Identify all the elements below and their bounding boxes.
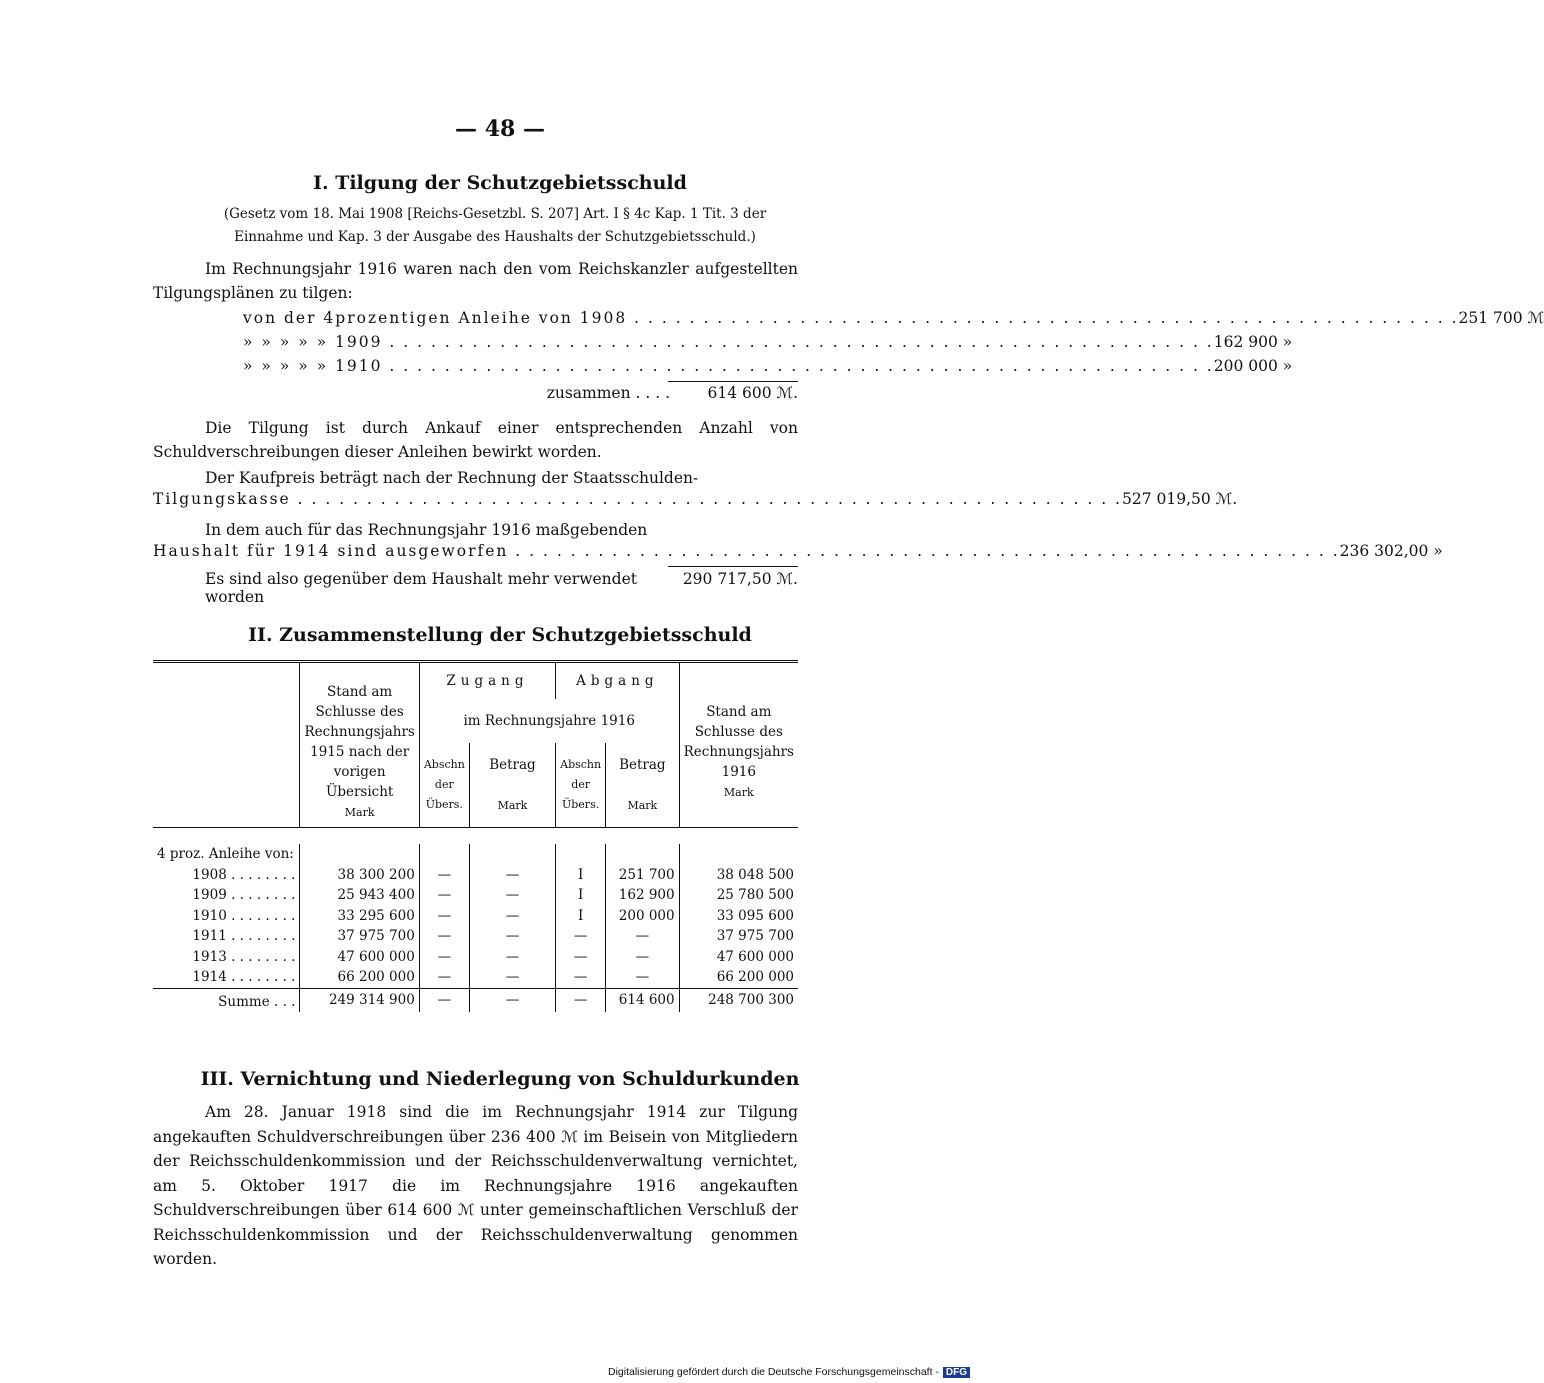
difference-rule (668, 566, 798, 567)
loan-label: » » » » » 1910 . . . . . . . . . . . . . . . . . . . . . . . . . . . . . . . . . . . . . . . . . . . . . . . . . . . . . . . . . . . . (243, 357, 1214, 375)
header-im-jahr: im Rechnungsjahre 1916 (419, 699, 679, 743)
row-label-header (153, 662, 300, 828)
zugang-betrag-cell: — (469, 926, 555, 947)
section-3-title: III. Vernichtung und Niederlegung von Schuldurkunden (200, 1068, 800, 1090)
year-cell: 1911 . . . . . . . . (192, 928, 296, 944)
stand-1916-cell: 47 600 000 (679, 947, 798, 968)
loans-total-amount: 614 600 ℳ. (707, 384, 798, 402)
table-row (153, 865, 798, 886)
loan-row-1908 (243, 309, 1544, 327)
year-cell: 1908 . . . . . . . . (192, 866, 296, 883)
year-cell: 1914 . . . . . . . . (192, 969, 296, 985)
table-row (153, 967, 798, 988)
stand-1915-cell: 37 975 700 (300, 926, 419, 947)
haushalt-intro: In dem auch für das Rechnungsjahr 1916 maßgebenden (205, 521, 648, 539)
year-cell: 1909 . . . . . . . . (192, 887, 296, 903)
zugang-betrag-cell: — (469, 967, 555, 988)
zugang-abschn-cell: — (419, 906, 469, 927)
dfg-logo: DFG (943, 1367, 970, 1378)
table-row (153, 906, 798, 927)
loan-amount: 251 700 ℳ (1458, 309, 1544, 327)
section-1-title: I. Tilgung der Schutzgebietsschuld (313, 172, 687, 194)
stand-1915-cell: 47 600 000 (300, 947, 419, 968)
abgang-abschn-cell: I (556, 865, 606, 886)
zugang-betrag-cell: — (469, 865, 555, 886)
header-ab-abschn: Abschn der Übers. (556, 743, 606, 828)
year-cell: 1910 . . . . . . . . (192, 907, 296, 924)
abgang-abschn-cell: I (556, 885, 606, 906)
stand-1916-cell: 37 975 700 (679, 926, 798, 947)
sum-zugang-abschn: — (419, 988, 469, 1012)
loans-total-label: zusammen . . . . (546, 384, 670, 402)
mehr-amount: 290 717,50 ℳ. (682, 570, 798, 588)
sum-label: Summe . . . (218, 993, 296, 1010)
stand-1916-cell: 66 200 000 (679, 967, 798, 988)
tilgung-paragraph: Die Tilgung ist durch Ankauf einer entsprechenden Anzahl von Schuldverschreibungen dieser Anleihen bewirkt worden. (153, 419, 798, 461)
stand-1916-cell: 25 780 500 (679, 885, 798, 906)
header-stand-1916: Stand am Schlusse des Rechnungsjahrs 1916 Mark (679, 662, 798, 828)
loan-label: » » » » » 1909 . . . . . . . . . . . . . . . . . . . . . . . . . . . . . . . . . . . . . . . . . . . . . . . . . . . . . . . . . . . . (243, 333, 1214, 351)
abgang-betrag-cell: 200 000 (606, 906, 680, 927)
table-row (153, 947, 798, 968)
year-cell: 1913 . . . . . . . . (192, 948, 296, 965)
section-1-law-note: (Gesetz vom 18. Mai 1908 [Reichs-Gesetzbl. S. 207] Art. I § 4c Kap. 1 Tit. 3 der Einnahme und Kap. 3 der Ausgabe des Haushalts der Schutzgebietsschuld.) (223, 206, 767, 245)
sum-rule (668, 381, 798, 382)
table-row (153, 926, 798, 947)
kaufpreis-amount: 527 019,50 ℳ. (1121, 490, 1238, 508)
loan-amount: 162 900 » (1213, 333, 1293, 351)
dfg-footer (608, 1366, 970, 1378)
stand-1915-cell: 38 300 200 (300, 865, 419, 886)
zugang-abschn-cell: — (419, 926, 469, 947)
zugang-abschn-cell: — (419, 967, 469, 988)
header-zu-betrag: Betrag Mark (469, 743, 555, 828)
stand-1916-cell: 33 095 600 (679, 906, 798, 927)
group-label: 4 proz. Anleihe von: (157, 846, 294, 862)
sum-stand-1916: 248 700 300 (679, 988, 798, 1012)
section-1-intro: Im Rechnungsjahr 1916 waren nach den vom Reichskanzler aufgestellten Tilgungsplänen zu tilgen: (153, 260, 798, 302)
header-abgang: Abgang (556, 662, 679, 700)
abgang-abschn-cell: — (556, 967, 606, 988)
abgang-betrag-cell: — (606, 926, 680, 947)
zugang-abschn-cell: — (419, 885, 469, 906)
abgang-betrag-cell: 162 900 (606, 885, 680, 906)
footer-text: Digitalisierung gefördert durch die Deutsche Forschungsgemeinschaft - (608, 1366, 939, 1378)
loan-amount: 200 000 » (1213, 357, 1293, 375)
kaufpreis-label: Tilgungskasse . . . . . . . . . . . . . . . . . . . . . . . . . . . . . . . . . . . . . . . . . . . . . . . . . . . . . . . . . . . . (153, 490, 1122, 508)
kaufpreis-row (153, 490, 1238, 508)
abgang-abschn-cell: — (556, 926, 606, 947)
stand-1915-cell: 25 943 400 (300, 885, 419, 906)
abgang-betrag-cell: — (606, 947, 680, 968)
loan-row-1910 (243, 357, 1293, 375)
zugang-abschn-cell: — (419, 865, 469, 886)
zugang-betrag-cell: — (469, 885, 555, 906)
table-row (153, 885, 798, 906)
page-number: — 48 — (455, 116, 545, 142)
mehr-label: Es sind also gegenüber dem Haushalt mehr verwendet worden (205, 570, 637, 606)
mehr-row (205, 570, 798, 606)
group-label-row (153, 844, 798, 865)
sum-stand-1915: 249 314 900 (300, 988, 419, 1012)
haushalt-label: Haushalt für 1914 sind ausgeworfen . . . . . . . . . . . . . . . . . . . . . . . . . . . . . . . . . . . . . . . . . . . . . . . . . . . . . . . . . . . . (153, 542, 1340, 560)
zugang-betrag-cell: — (469, 947, 555, 968)
header-ab-betrag: Betrag Mark (606, 743, 680, 828)
sum-abgang-betrag: 614 600 (606, 988, 680, 1012)
abgang-betrag-cell: 251 700 (606, 865, 680, 886)
header-zu-abschn: Abschn der Übers. (419, 743, 469, 828)
stand-1915-cell: 66 200 000 (300, 967, 419, 988)
header-zugang: Zugang (419, 662, 555, 700)
haushalt-amount: 236 302,00 » (1339, 542, 1443, 560)
section-3-text: Am 28. Januar 1918 sind die im Rechnungsjahr 1914 zur Tilgung angekauften Schuldverschreibungen über 236 400 ℳ im Beisein von Mitgliedern der Reichsschuldenkommission und der Reichsschuldenverwaltung vernichtet, am 5. Oktober 1917 die im Rechnungsjahre 1916 angekauften Schuldverschreibungen über 614 600 ℳ unter gemeinschaftlichen Verschluß der Reichsschuldenkommission und der Reichsschuldenverwaltung genommen worden. (153, 1103, 798, 1268)
section-2-title: II. Zusammenstellung der Schutzgebietsschuld (248, 624, 752, 646)
loan-label: von der 4prozentigen Anleihe von 1908 . . . . . . . . . . . . . . . . . . . . . . . . . . . . . . . . . . . . . . . . . . . . . . . . . . . . . . . . . . . . (243, 309, 1459, 327)
zugang-abschn-cell: — (419, 947, 469, 968)
haushalt-row (153, 542, 1443, 560)
loans-total-row (243, 384, 798, 402)
sum-row (153, 988, 798, 1012)
kaufpreis-intro: Der Kaufpreis beträgt nach der Rechnung der Staatsschulden- (205, 469, 699, 487)
schuld-table (153, 660, 798, 1012)
sum-abgang-abschn: — (556, 988, 606, 1012)
abgang-abschn-cell: I (556, 906, 606, 927)
sum-zugang-betrag: — (469, 988, 555, 1012)
stand-1915-cell: 33 295 600 (300, 906, 419, 927)
zugang-betrag-cell: — (469, 906, 555, 927)
abgang-betrag-cell: — (606, 967, 680, 988)
loan-row-1909 (243, 333, 1293, 351)
stand-1916-cell: 38 048 500 (679, 865, 798, 886)
abgang-abschn-cell: — (556, 947, 606, 968)
header-stand-1915: Stand am Schlusse des Rechnungsjahrs 1915 nach der vorigen Übersicht Mark (300, 662, 419, 828)
